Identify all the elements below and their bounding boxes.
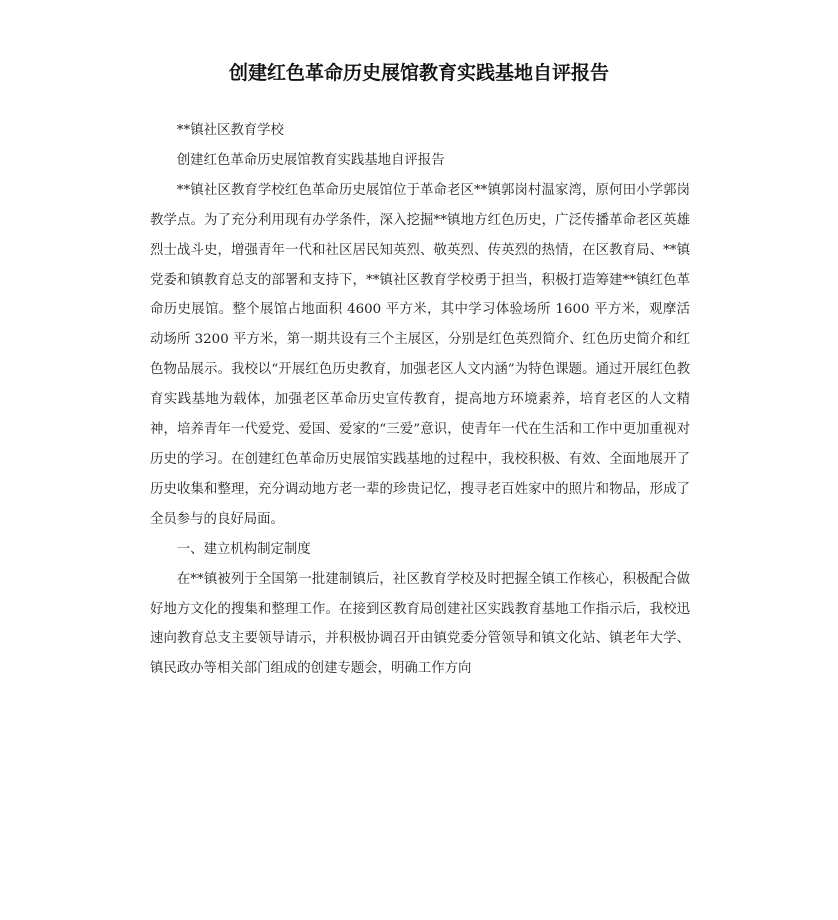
paragraph-section-one: 在**镇被列于全国第一批建制镇后，社区教育学校及时把握全镇工作核心，积极配合做好地方文化的搜集和整理工作。在接到区教育局创建社区实践教育基地工作指示后，我校迅速向教育总支主要领导请示，并积极协调召开由镇党委分管领导和镇文化站、镇老年大学、镇民政办等相关部门组成的创建专题会，明确工作方向	[150, 571, 690, 677]
section-heading: 一、建立机构制定制度	[176, 541, 311, 557]
paragraph-report-title: 创建红色革命历史展馆教育实践基地自评报告	[176, 152, 445, 168]
document-title: 创建红色革命历史展馆教育实践基地自评报告	[228, 62, 609, 84]
document-body	[150, 116, 690, 684]
paragraph-school-name: **镇社区教育学校	[176, 123, 284, 138]
paragraph-introduction: **镇社区教育学校红色革命历史展馆位于革命老区**镇郭岗村温家湾，原何田小学郭岗教学点。为了充分利用现有办学条件，深入挖掘**镇地方红色历史，广泛传播革命老区英雄烈士战斗史，增强青年一代和社区居民知英烈、敬英烈、传英烈的热情，在区教育局、**镇党委和镇教育总支的部署和支持下，**镇社区教育学校勇于担当，积极打造筹建**镇红色革命历史展馆。整个展馆占地面积 4600 平方米，其中学习体验场所 1600 平方米，观摩活动场所 3200 平方米，第一期共设有三个主展区，分别是红色英烈简介、红色历史简介和红色物品展示。我校以“开展红色历史教育，加强老区人文内涵”为特色课题。通过开展红色教育实践基地为载体，加强老区革命历史宣传教育，提高地方环境素养，培育老区的人文精神，培养青年一代爱党、爱国、爱家的“三爱”意识，使青年一代在生活和工作中更加重视对历史的学习。在创建红色革命历史展馆实践基地的过程中，我校积极、有效、全面地展开了历史收集和整理，充分调动地方老一辈的珍贵记忆，搜寻老百姓家中的照片和物品，形成了全员参与的良好局面。	[150, 182, 690, 527]
